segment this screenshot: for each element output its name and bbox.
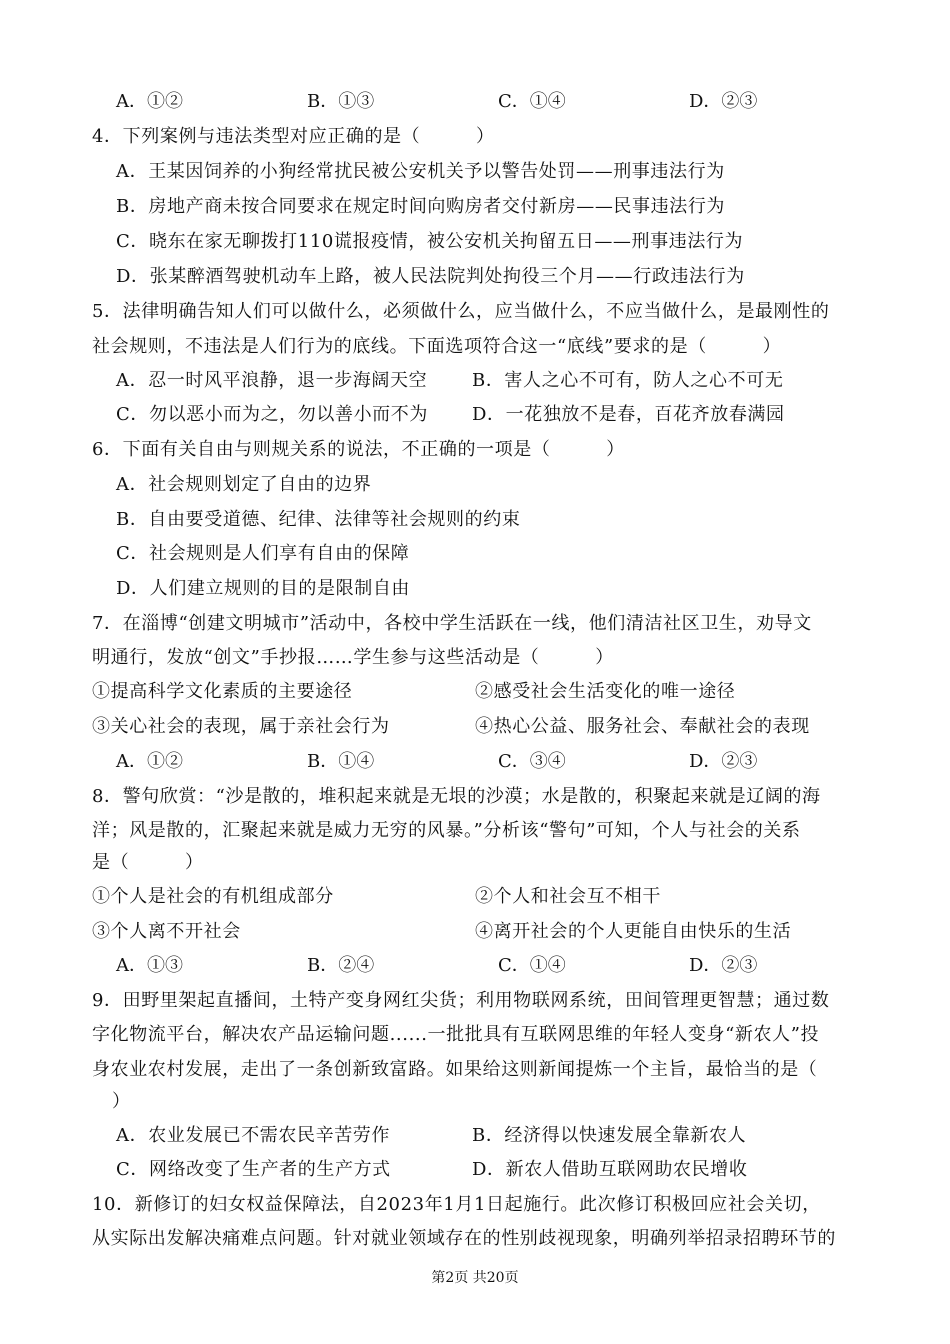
q9-stem-line: ） (112, 1091, 131, 1112)
q5-option-d[interactable]: D．一花独放不是春，百花齐放春满园 (472, 404, 785, 425)
q8-statement-1: ①个人是社会的有机组成部分 (92, 886, 334, 907)
q8-statement-4: ④离开社会的个人更能自由快乐的生活 (475, 921, 792, 942)
q7-option-b[interactable]: B．①④ (307, 751, 375, 772)
q5-stem-line: 社会规则，不违法是人们行为的底线。下面选项符合这一“底线”要求的是（ ） (92, 336, 782, 357)
q7-statements-row (92, 715, 858, 739)
q7-options (116, 750, 880, 774)
q7-stem-line: 7．在淄博“创建文明城市”活动中，各校中学生活跃在一线，他们清洁社区卫生，劝导文 (92, 613, 812, 634)
q5-option-b[interactable]: B．害人之心不可有，防人之心不可无 (472, 370, 784, 391)
q7-option-c[interactable]: C．③④ (498, 751, 566, 772)
q8-options (116, 954, 880, 978)
q9-options-row (116, 1158, 828, 1182)
q3-option-d[interactable]: D．②③ (689, 91, 758, 112)
q8-option-d[interactable]: D．②③ (689, 955, 758, 976)
page-footer: 第2页 共20页 (431, 1270, 519, 1286)
q4-option-a[interactable]: A．王某因饲养的小狗经常扰民被公安机关予以警告处罚——刑事违法行为 (116, 161, 725, 182)
q7-statement-3: ③关心社会的表现，属于亲社会行为 (92, 716, 390, 737)
q6-option-a[interactable]: A．社会规则划定了自由的边界 (116, 474, 372, 495)
q7-stem-line: 明通行，发放“创文”手抄报……学生参与这些活动是（ ） (92, 647, 614, 668)
q4-option-d[interactable]: D．张某醉酒驾驶机动车上路，被人民法院判处拘役三个月——行政违法行为 (116, 266, 745, 287)
q10-stem-line: 10．新修订的妇女权益保障法，自2023年1月1日起施行。此次修订积极回应社会关切， (92, 1194, 821, 1215)
q3-options (116, 90, 880, 114)
q6-option-d[interactable]: D．人们建立规则的目的是限制自由 (116, 578, 411, 599)
q10-stem-line: 从实际出发解决痛难点问题。针对就业领域存在的性别歧视现象，明确列举招录招聘环节的 (92, 1228, 836, 1249)
q9-options-row (116, 1124, 828, 1148)
q5-options-row (116, 369, 828, 393)
q7-statements-row (92, 680, 858, 704)
q5-option-a[interactable]: A．忍一时风平浪静，退一步海阔天空 (116, 370, 428, 391)
q4-stem: 4．下列案例与违法类型对应正确的是（ ） (92, 126, 495, 147)
q8-statements-row (92, 885, 858, 909)
q7-option-d[interactable]: D．②③ (689, 751, 758, 772)
q7-statement-2: ②感受社会生活变化的唯一途径 (475, 681, 736, 702)
q4-option-b[interactable]: B．房地产商未按合同要求在规定时间向购房者交付新房——民事违法行为 (116, 196, 726, 217)
q9-option-d[interactable]: D．新农人借助互联网助农民增收 (472, 1159, 748, 1180)
q8-option-c[interactable]: C．①④ (498, 955, 566, 976)
q8-statements-row (92, 920, 858, 944)
q7-statement-1: ①提高科学文化素质的主要途径 (92, 681, 353, 702)
q3-option-c[interactable]: C．①④ (498, 91, 566, 112)
q9-option-a[interactable]: A．农业发展已不需农民辛苦劳作 (116, 1125, 390, 1146)
q5-option-c[interactable]: C．勿以恶小而为之，勿以善小而不为 (116, 404, 428, 425)
q7-option-a[interactable]: A．①② (116, 751, 183, 772)
q8-statement-2: ②个人和社会互不相干 (475, 886, 661, 907)
q8-stem-line: 是（ ） (92, 852, 204, 873)
q8-stem-line: 8．警句欣赏：“沙是散的，堆积起来就是无垠的沙漠；水是散的，积聚起来就是辽阔的海 (92, 786, 821, 807)
q4-option-c[interactable]: C．晓东在家无聊拨打110谎报疫情，被公安机关拘留五日——刑事违法行为 (116, 231, 744, 252)
q5-options-row (116, 403, 828, 427)
q9-stem-line: 身农业农村发展，走出了一条创新致富路。如果给这则新闻提炼一个主旨，最恰当的是（ (92, 1059, 818, 1080)
q8-statement-3: ③个人离不开社会 (92, 921, 241, 942)
q9-option-c[interactable]: C．网络改变了生产者的生产方式 (116, 1159, 391, 1180)
q8-option-b[interactable]: B．②④ (307, 955, 375, 976)
q7-statement-4: ④热心公益、服务社会、奉献社会的表现 (475, 716, 810, 737)
q8-stem-line: 洋；风是散的，汇聚起来就是威力无穷的风暴。”分析该“警句”可知，个人与社会的关系 (92, 820, 801, 841)
q9-option-b[interactable]: B．经济得以快速发展全靠新农人 (472, 1125, 747, 1146)
q6-stem: 6．下面有关自由与则规关系的说法，不正确的一项是（ ） (92, 439, 625, 460)
q8-option-a[interactable]: A．①③ (116, 955, 183, 976)
q6-option-b[interactable]: B．自由要受道德、纪律、法律等社会规则的约束 (116, 509, 521, 530)
q3-option-a[interactable]: A．①② (116, 91, 183, 112)
q9-stem-line: 9．田野里架起直播间，土特产变身网红尖货；利用物联网系统，田间管理更智慧；通过数 (92, 990, 830, 1011)
q9-stem-line: 字化物流平台，解决农产品运输问题......一批批具有互联网思维的年轻人变身“新农人”投 (92, 1024, 820, 1045)
q3-option-b[interactable]: B．①③ (307, 91, 375, 112)
q5-stem-line: 5．法律明确告知人们可以做什么，必须做什么，应当做什么，不应当做什么，是最刚性的 (92, 301, 830, 322)
q6-option-c[interactable]: C．社会规则是人们享有自由的保障 (116, 543, 410, 564)
